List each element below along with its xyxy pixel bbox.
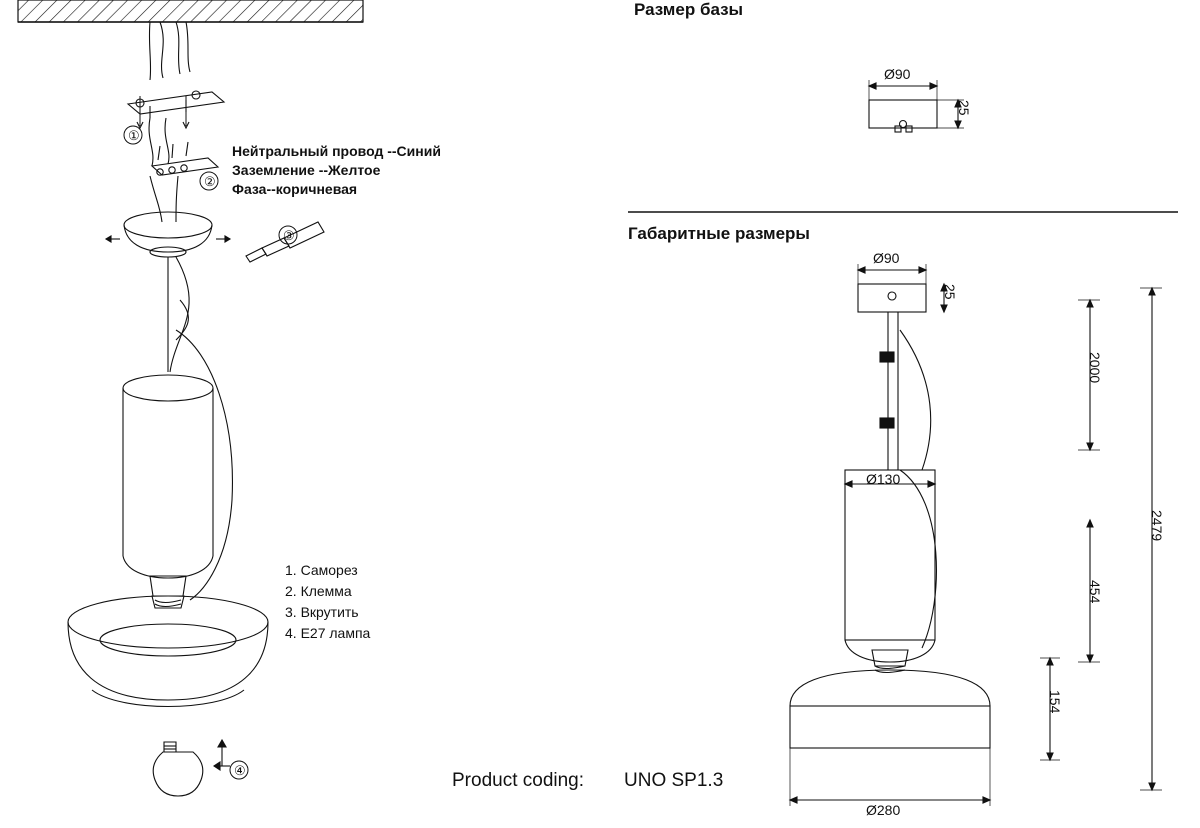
install-exploded-view — [68, 22, 324, 796]
callout-4-label: ④ — [234, 763, 246, 778]
base-size-title: Размер базы — [634, 0, 744, 19]
top-diameter-label: Ø90 — [873, 250, 900, 266]
callout-2-label: ② — [204, 174, 216, 189]
callout-3-label: ③ — [283, 228, 295, 243]
top-height-label: 25 — [942, 284, 958, 300]
bowl-diameter-label: Ø280 — [866, 802, 901, 818]
parts-list-item-2: 2. Клемма — [285, 583, 352, 599]
parts-list-item-1: 1. Саморез — [285, 562, 358, 578]
bowl-height-label: 154 — [1047, 690, 1063, 714]
wiring-note-ground: Заземление --Желтое — [232, 162, 381, 178]
parts-list-item-4: 4. Е27 лампа — [285, 625, 371, 641]
callout-circles — [124, 126, 297, 779]
parts-list-item-3: 3. Вкрутить — [285, 604, 359, 620]
base-height-label: 25 — [956, 100, 972, 116]
cord-length-label: 2000 — [1087, 352, 1103, 384]
callout-1-label: ① — [128, 128, 140, 143]
shade-height-label: 454 — [1087, 580, 1103, 604]
ceiling-hatch — [18, 0, 363, 22]
total-height-label: 2479 — [1149, 510, 1165, 542]
base-size-drawing — [869, 80, 964, 132]
overall-dimensions-drawing — [790, 264, 1162, 806]
product-coding-label: Product coding: — [452, 770, 585, 791]
overall-dimensions-title: Габаритные размеры — [628, 224, 810, 243]
wiring-note-phase: Фаза--коричневая — [232, 181, 358, 197]
product-coding-value: UNO SP1.3 — [624, 770, 724, 791]
base-diameter-label: Ø90 — [884, 66, 911, 82]
shade-diameter-label: Ø130 — [866, 471, 901, 487]
wiring-note-neutral: Нейтральный провод --Синий — [232, 143, 441, 159]
